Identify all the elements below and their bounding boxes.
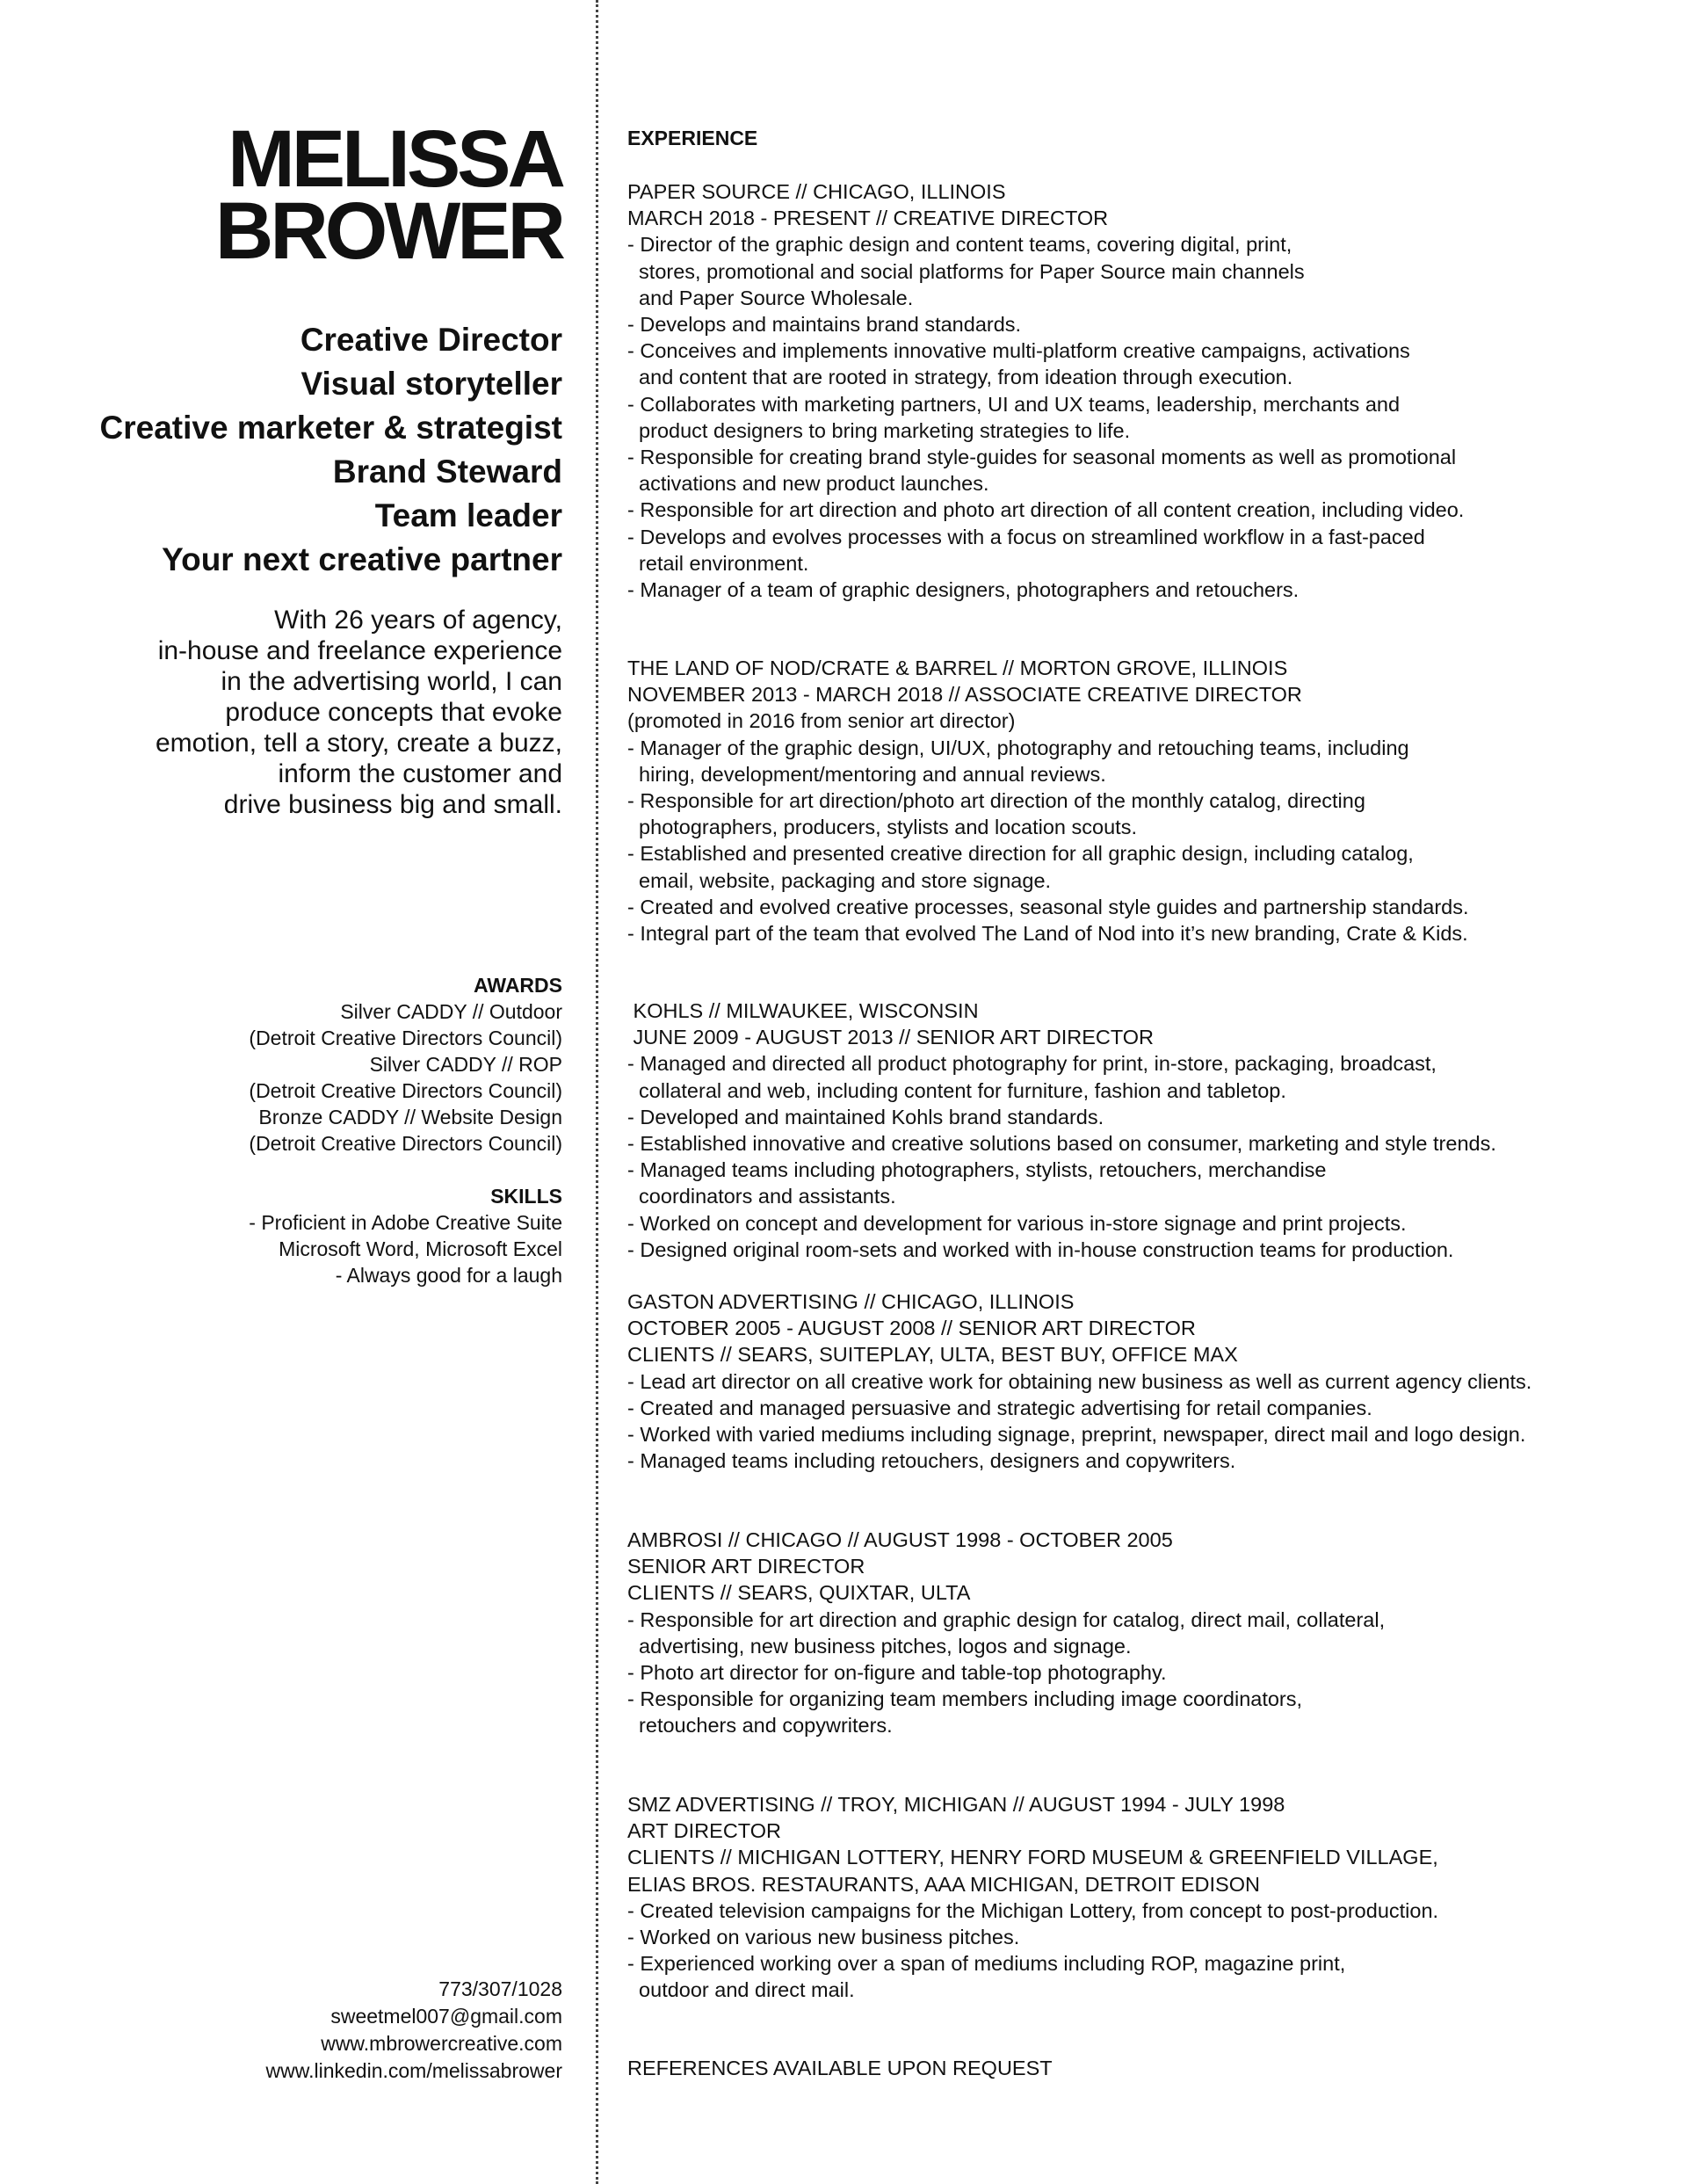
job-line: - Develops and maintains brand standards. [627, 313, 1022, 337]
job-line: CLIENTS // SEARS, SUITEPLAY, ULTA, BEST BUY, OFFICE MAX [627, 1343, 1238, 1367]
role-item: Creative Director [300, 322, 562, 358]
job-line: JUNE 2009 - AUGUST 2013 // SENIOR ART DIRECTOR [627, 1026, 1155, 1049]
job-line: coordinators and assistants. [627, 1185, 896, 1208]
job-line: retouchers and copywriters. [627, 1714, 893, 1738]
job-line: PAPER SOURCE // CHICAGO, ILLINOIS [627, 180, 1006, 203]
job-line: AMBROSI // CHICAGO // AUGUST 1998 - OCTOBER 2005 [627, 1528, 1173, 1551]
job-line: hiring, development/mentoring and annual reviews. [627, 762, 1106, 786]
award-line: Bronze CADDY // Website Design [258, 1106, 562, 1128]
job-line: ART DIRECTOR [627, 1819, 781, 1843]
summary-line: emotion, tell a story, create a buzz, [156, 729, 562, 758]
job-line: - Managed and directed all product photography for print, in-store, packaging, broadcast, [627, 1052, 1437, 1076]
job-line: product designers to bring marketing strategies to life. [627, 418, 1131, 442]
contact-phone: 773/307/1028 [438, 1977, 562, 2000]
experience-heading: EXPERIENCE [627, 127, 758, 149]
summary-line: With 26 years of agency, [274, 606, 562, 635]
job-line: retail environment. [627, 551, 809, 575]
job-entry [627, 178, 1682, 603]
job-entry [627, 655, 1682, 947]
job-line: CLIENTS // MICHIGAN LOTTERY, HENRY FORD MUSEUM & GREENFIELD VILLAGE, [627, 1846, 1438, 1869]
column-divider [596, 0, 598, 2184]
skill-line: Microsoft Word, Microsoft Excel [279, 1237, 562, 1260]
job-line: - Responsible for creating brand style-guides for seasonal moments as well as promotional [627, 446, 1457, 469]
skills-heading: SKILLS [490, 1185, 562, 1208]
skills-section [35, 1183, 562, 1288]
job-line: - Established and presented creative direction for all graphic design, including catalog, [627, 842, 1414, 866]
contact-website[interactable]: www.mbrowercreative.com [321, 2032, 562, 2055]
skill-line: - Proficient in Adobe Creative Suite [249, 1211, 562, 1234]
job-line: - Experienced working over a span of mediums including ROP, magazine print, [627, 1952, 1346, 1976]
contact-linkedin[interactable]: www.linkedin.com/melissabrower [265, 2059, 562, 2082]
job-line: NOVEMBER 2013 - MARCH 2018 // ASSOCIATE CREATIVE DIRECTOR [627, 683, 1302, 707]
job-line: THE LAND OF NOD/CRATE & BARREL // MORTON GROVE, ILLINOIS [627, 657, 1288, 679]
roles-list [35, 318, 562, 582]
summary-line: in-house and freelance experience [157, 636, 562, 665]
job-line: - Manager of the graphic design, UI/UX, photography and retouching teams, including [627, 736, 1409, 759]
job-line: - Manager of a team of graphic designers, photographers and retouchers. [627, 578, 1300, 602]
job-line: (promoted in 2016 from senior art director) [627, 709, 1016, 733]
award-line: Silver CADDY // ROP [369, 1053, 562, 1076]
job-line: - Responsible for organizing team members including image coordinators, [627, 1687, 1303, 1711]
job-line: - Created and managed persuasive and strategic advertising for retail companies. [627, 1396, 1372, 1419]
contact-block [35, 1976, 562, 2085]
job-line: - Managed teams including retouchers, designers and copywriters. [627, 1449, 1236, 1473]
job-line: - Responsible for art direction and graphic design for catalog, direct mail, collateral, [627, 1607, 1386, 1631]
job-line: - Developed and maintained Kohls brand standards. [627, 1105, 1104, 1128]
award-line: (Detroit Creative Directors Council) [249, 1132, 562, 1155]
job-line: - Responsible for art direction and photo art direction of all content creation, including video. [627, 498, 1465, 522]
job-line: MARCH 2018 - PRESENT // CREATIVE DIRECTOR [627, 207, 1109, 230]
job-entry [627, 998, 1682, 1263]
job-line: - Photo art director for on-figure and table-top photography. [627, 1661, 1167, 1685]
job-line: - Established innovative and creative solutions based on consumer, marketing and style trends. [627, 1132, 1496, 1156]
job-line: outdoor and direct mail. [627, 1978, 855, 2002]
references-note: REFERENCES AVAILABLE UPON REQUEST [627, 2057, 1053, 2079]
job-line: advertising, new business pitches, logos and signage. [627, 1634, 1132, 1658]
job-line: activations and new product launches. [627, 472, 989, 496]
job-line: SENIOR ART DIRECTOR [627, 1555, 865, 1578]
job-entry [627, 1791, 1682, 2004]
job-line: - Worked on concept and development for various in-store signage and print projects. [627, 1211, 1407, 1235]
job-line: - Lead art director on all creative work for obtaining new business as well as current agency clients. [627, 1369, 1532, 1393]
job-line: - Designed original room-sets and worked with in-house construction teams for production. [627, 1237, 1454, 1261]
job-line: GASTON ADVERTISING // CHICAGO, ILLINOIS [627, 1290, 1075, 1313]
job-line: - Created television campaigns for the Michigan Lottery, from concept to post-production. [627, 1898, 1439, 1922]
job-line: email, website, packaging and store signage. [627, 868, 1052, 892]
role-item: Creative marketer & strategist [99, 410, 562, 446]
job-line: - Worked with varied mediums including signage, preprint, newspaper, direct mail and logo design. [627, 1423, 1526, 1447]
job-line: and Paper Source Wholesale. [627, 286, 914, 309]
job-entry [627, 1288, 1682, 1474]
job-line: - Integral part of the team that evolved The Land of Nod into it’s new branding, Crate & Kids. [627, 922, 1468, 946]
awards-heading: AWARDS [474, 974, 562, 997]
job-entry [627, 1527, 1682, 1739]
name-first: MELISSA [228, 114, 562, 204]
job-line: CLIENTS // SEARS, QUIXTAR, ULTA [627, 1581, 971, 1605]
job-line: - Director of the graphic design and content teams, covering digital, print, [627, 233, 1292, 257]
role-item: Brand Steward [332, 453, 562, 490]
award-line: (Detroit Creative Directors Council) [249, 1027, 562, 1049]
skill-line: - Always good for a laugh [335, 1264, 562, 1287]
job-line: - Managed teams including photographers, stylists, retouchers, merchandise [627, 1158, 1327, 1182]
job-line: - Collaborates with marketing partners, UI and UX teams, leadership, merchants and [627, 392, 1401, 416]
summary-line: inform the customer and [278, 759, 562, 788]
job-line: OCTOBER 2005 - AUGUST 2008 // SENIOR ART DIRECTOR [627, 1317, 1196, 1340]
award-line: Silver CADDY // Outdoor [340, 1000, 562, 1023]
awards-section [35, 972, 562, 1157]
job-line: and content that are rooted in strategy, from ideation through execution. [627, 366, 1293, 389]
award-line: (Detroit Creative Directors Council) [249, 1079, 562, 1102]
job-line: - Worked on various new business pitches. [627, 1926, 1020, 1949]
summary-line: in the advertising world, I can [221, 667, 562, 696]
job-line: KOHLS // MILWAUKEE, WISCONSIN [627, 999, 979, 1022]
job-line: - Responsible for art direction/photo art direction of the monthly catalog, directing [627, 789, 1365, 813]
summary-paragraph [35, 605, 562, 820]
job-line: stores, promotional and social platforms for Paper Source main channels [627, 259, 1305, 283]
role-item: Your next creative partner [162, 541, 562, 577]
summary-line: drive business big and small. [223, 790, 562, 819]
job-line: ELIAS BROS. RESTAURANTS, AAA MICHIGAN, DETROIT EDISON [627, 1872, 1260, 1896]
summary-line: produce concepts that evoke [225, 698, 562, 727]
contact-email[interactable]: sweetmel007@gmail.com [330, 2005, 562, 2028]
job-line: - Created and evolved creative processes, seasonal style guides and partnership standards. [627, 895, 1469, 918]
job-line: - Develops and evolves processes with a focus on streamlined workflow in a fast-paced [627, 525, 1425, 548]
resume-name [35, 114, 562, 276]
job-line: photographers, producers, stylists and location scouts. [627, 816, 1137, 839]
job-line: SMZ ADVERTISING // TROY, MICHIGAN // AUGUST 1994 - JULY 1998 [627, 1793, 1285, 1816]
role-item: Visual storyteller [300, 366, 562, 402]
name-last: BROWER [214, 186, 562, 276]
job-line: - Conceives and implements innovative multi-platform creative campaigns, activations [627, 339, 1410, 363]
job-line: collateral and web, including content for furniture, fashion and tabletop. [627, 1078, 1286, 1102]
role-item: Team leader [374, 497, 562, 533]
